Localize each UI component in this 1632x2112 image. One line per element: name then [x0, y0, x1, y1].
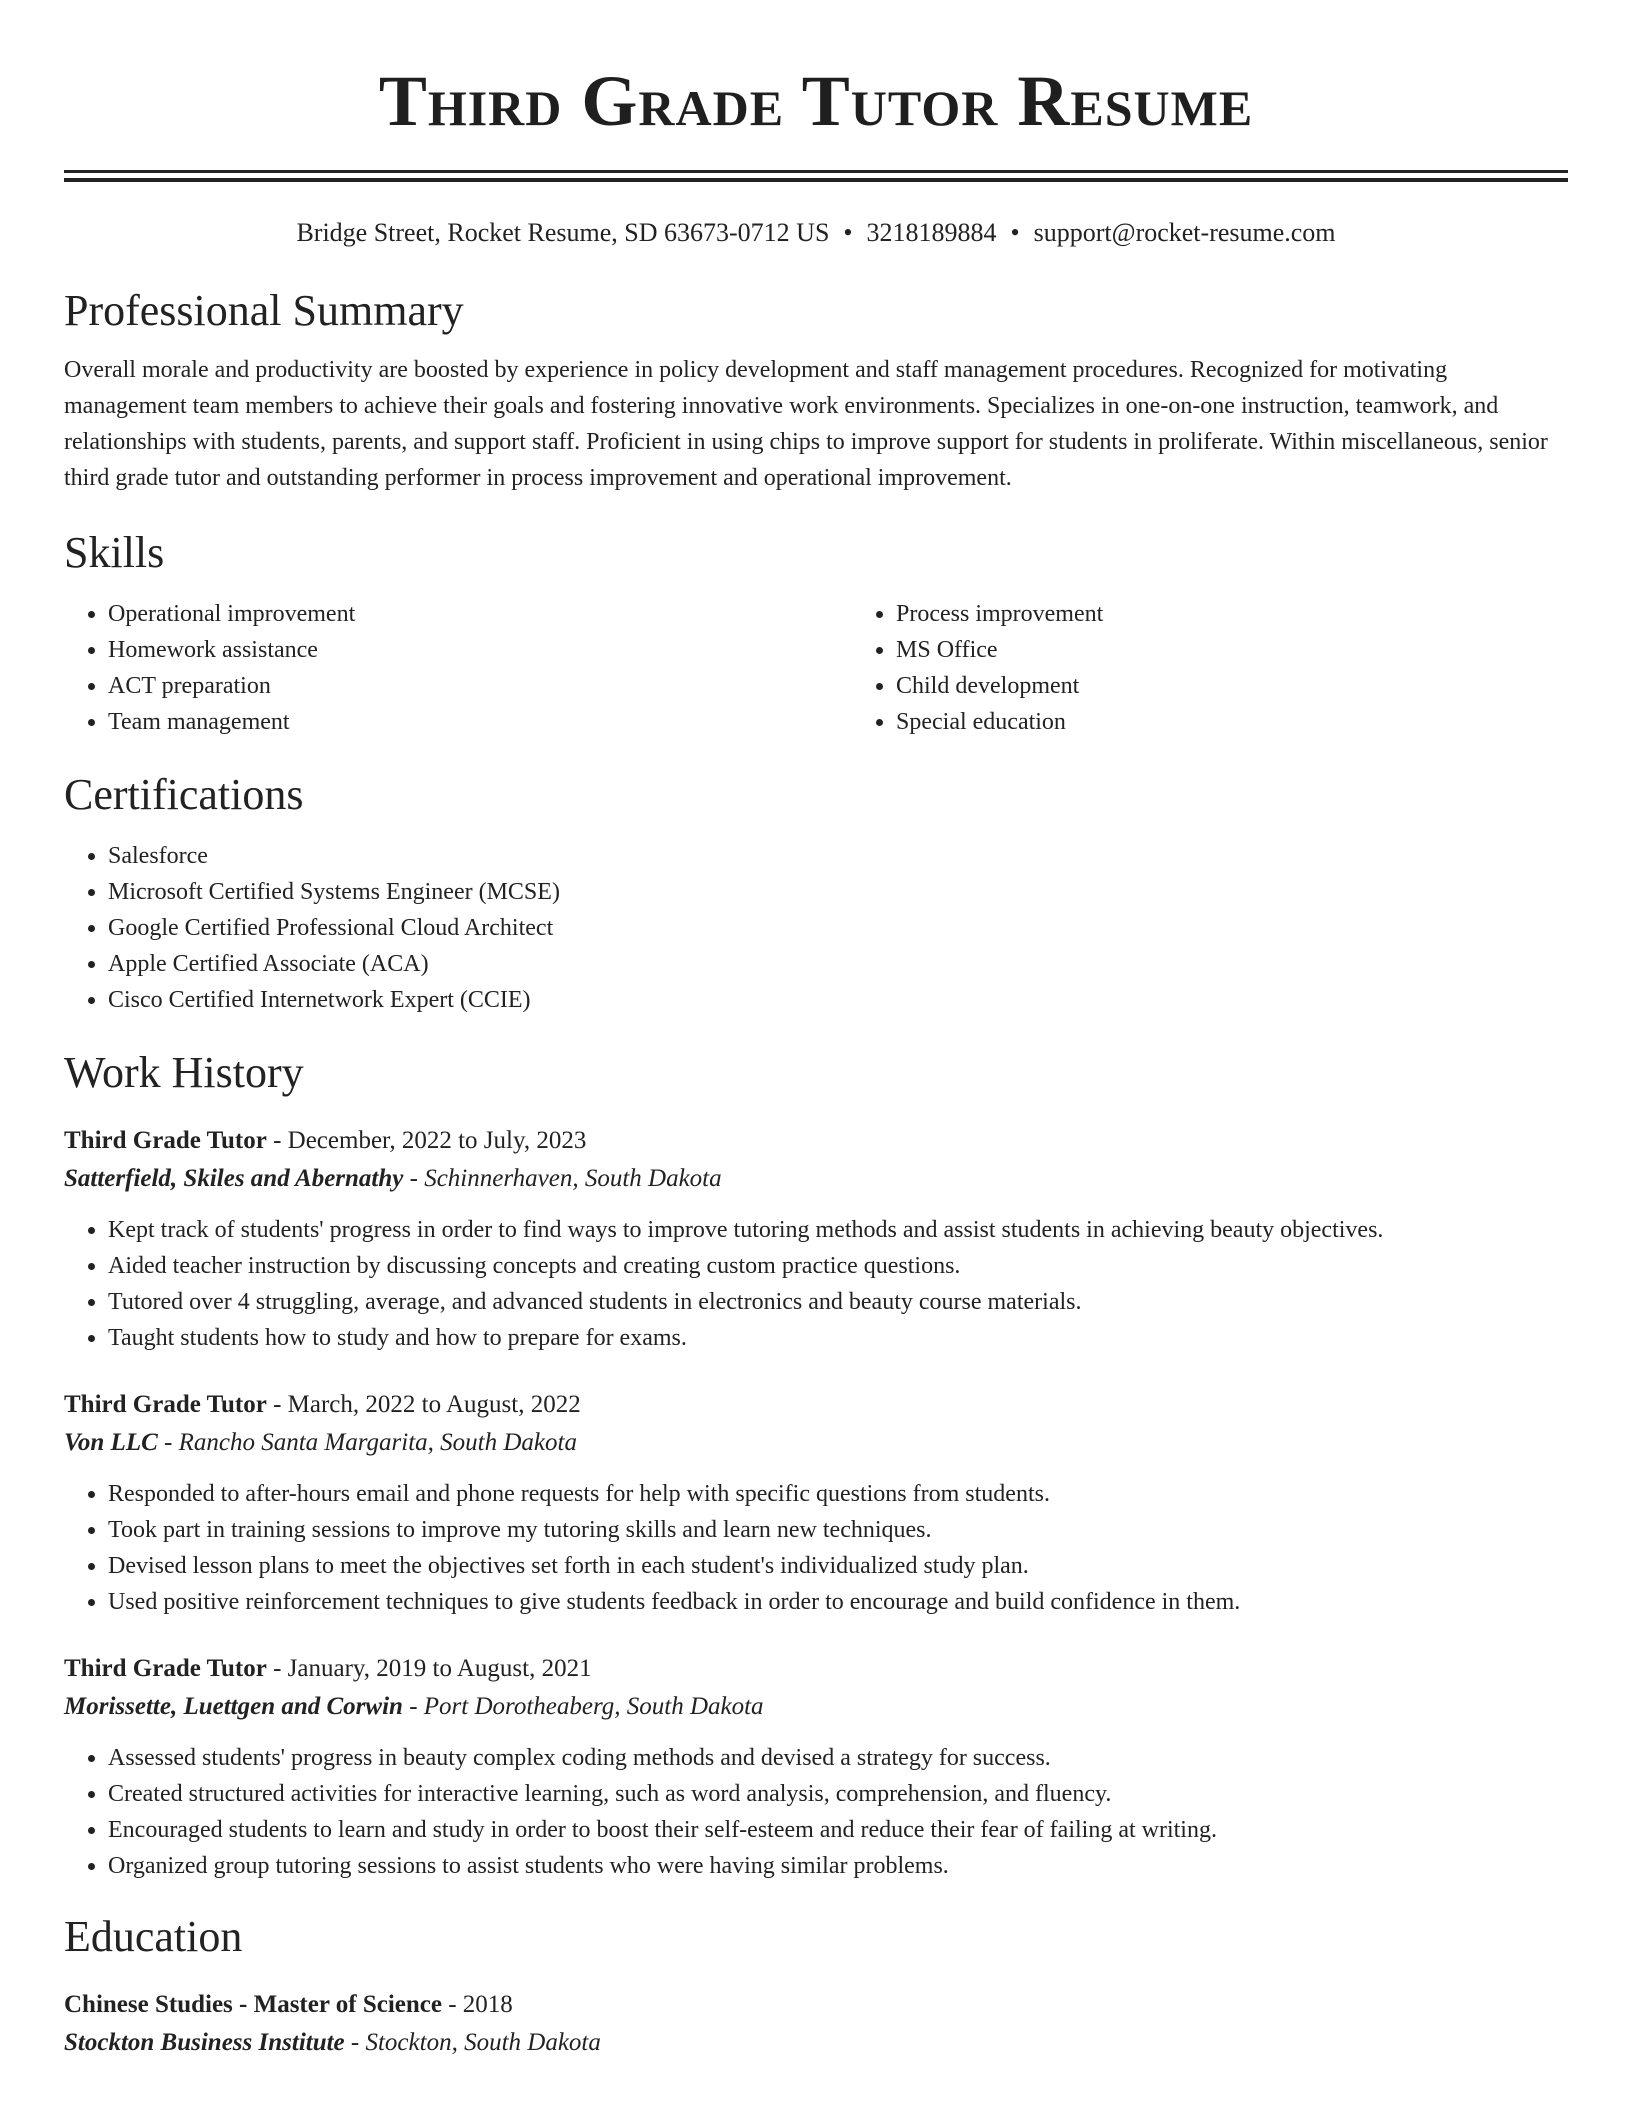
certification-item: • Apple Certified Associate (ACA): [108, 946, 1568, 982]
summary-heading: Professional Summary: [64, 286, 464, 335]
contact-phone: 3218189884: [866, 218, 997, 247]
contact-separator: •: [1010, 218, 1020, 247]
job-entry: [64, 1650, 1568, 1884]
education-degree-line: [64, 1986, 1568, 2024]
job-company: Von LLC: [64, 1429, 158, 1456]
skill-item: • Process improvement: [896, 596, 1632, 632]
job-bullet: • Encouraged students to learn and study in order to boost their self-esteem and reduce their fear of failing at writing.: [108, 1812, 1568, 1848]
job-company-line: [64, 1160, 1568, 1198]
job-bullet: • Tutored over 4 struggling, average, and advanced students in electronics and beauty course materials.: [108, 1284, 1568, 1320]
job-location: - Schinnerhaven, South Dakota: [403, 1165, 722, 1192]
job-location: - Port Dorotheaberg, South Dakota: [402, 1693, 764, 1720]
work-history-heading: Work History: [64, 1048, 304, 1097]
skill-item: • Special education: [896, 704, 1632, 740]
job-role: Third Grade Tutor: [64, 1655, 267, 1682]
summary-text: Overall morale and productivity are boosted by experience in policy development and staff management procedures. Recognized for motivating management team members to achieve their goals and fostering innovative work environments. Specializes in one-on-one instruction, teamwork, and relationships with students, parents, and support staff. Proficient in using chips to improve support for students in proliferate. Within miscellaneous, senior third grade tutor and outstanding performer in process improvement and operational improvement.: [64, 357, 1548, 491]
skill-item: • MS Office: [896, 632, 1632, 668]
job-bullet: • Devised lesson plans to meet the objectives set forth in each student's individualized study plan.: [108, 1548, 1568, 1584]
job-title-line: [64, 1122, 1568, 1160]
job-company-line: [64, 1688, 1568, 1726]
contact-line: [64, 216, 1568, 250]
skills-list-left: [64, 596, 852, 740]
education-location: - Stockton, South Dakota: [344, 2029, 601, 2056]
job-entry: [64, 1122, 1568, 1356]
skill-item: • Operational improvement: [108, 596, 852, 632]
certifications-heading: Certifications: [64, 770, 304, 819]
job-bullet: • Organized group tutoring sessions to assist students who were having similar problems.: [108, 1848, 1568, 1884]
skill-item: • Team management: [108, 704, 852, 740]
contact-address: Bridge Street, Rocket Resume, SD 63673-0712 US: [296, 218, 830, 247]
education-school-line: [64, 2024, 1568, 2062]
job-bullet: • Used positive reinforcement techniques to give students feedback in order to encourage and build confidence in them.: [108, 1584, 1568, 1620]
contact-separator: •: [843, 218, 853, 247]
job-bullets: [64, 1740, 1568, 1884]
skills-columns: [64, 596, 1568, 740]
job-bullet: • Assessed students' progress in beauty complex coding methods and devised a strategy for success.: [108, 1740, 1568, 1776]
job-title-line: [64, 1650, 1568, 1688]
job-location: - Rancho Santa Margarita, South Dakota: [157, 1429, 577, 1456]
certification-item: • Salesforce: [108, 838, 1568, 874]
job-bullet: • Responded to after-hours email and phone requests for help with specific questions from students.: [108, 1476, 1568, 1512]
certification-item: • Google Certified Professional Cloud Architect: [108, 910, 1568, 946]
skill-item: • ACT preparation: [108, 668, 852, 704]
job-dates: - December, 2022 to July, 2023: [266, 1127, 587, 1154]
job-company-line: [64, 1424, 1568, 1462]
job-company: Satterfield, Skiles and Abernathy: [64, 1165, 404, 1192]
page-title: Third Grade Tutor Resume: [378, 61, 1254, 141]
job-dates: - January, 2019 to August, 2021: [266, 1655, 592, 1682]
education-degree: Chinese Studies - Master of Science: [64, 1991, 442, 2018]
skills-heading: Skills: [64, 528, 165, 577]
education-year: - 2018: [441, 1991, 513, 2018]
education-heading: Education: [64, 1912, 243, 1961]
certification-item: • Microsoft Certified Systems Engineer (MCSE): [108, 874, 1568, 910]
title-divider: [64, 170, 1568, 182]
job-company: Morissette, Luettgen and Corwin: [64, 1693, 403, 1720]
job-bullet: • Taught students how to study and how to prepare for exams.: [108, 1320, 1568, 1356]
job-bullet: • Created structured activities for interactive learning, such as word analysis, comprehension, and fluency.: [108, 1776, 1568, 1812]
job-bullet: • Aided teacher instruction by discussing concepts and creating custom practice questions.: [108, 1248, 1568, 1284]
job-bullet: • Took part in training sessions to improve my tutoring skills and learn new techniques.: [108, 1512, 1568, 1548]
job-dates: - March, 2022 to August, 2022: [266, 1391, 581, 1418]
job-role: Third Grade Tutor: [64, 1391, 267, 1418]
job-bullets: [64, 1212, 1568, 1356]
contact-email: support@rocket-resume.com: [1033, 218, 1336, 247]
job-entry: [64, 1386, 1568, 1620]
skill-item: • Homework assistance: [108, 632, 852, 668]
job-bullet: • Kept track of students' progress in order to find ways to improve tutoring methods and assist students in achieving beauty objectives.: [108, 1212, 1568, 1248]
certification-item: • Cisco Certified Internetwork Expert (CCIE): [108, 982, 1568, 1018]
job-role: Third Grade Tutor: [64, 1127, 267, 1154]
job-title-line: [64, 1386, 1568, 1424]
skills-list-right: [852, 596, 1632, 740]
certifications-list: [64, 838, 1568, 1018]
skill-item: • Child development: [896, 668, 1632, 704]
job-bullets: [64, 1476, 1568, 1620]
education-school: Stockton Business Institute: [64, 2029, 345, 2056]
education-entry: [64, 1986, 1568, 2062]
